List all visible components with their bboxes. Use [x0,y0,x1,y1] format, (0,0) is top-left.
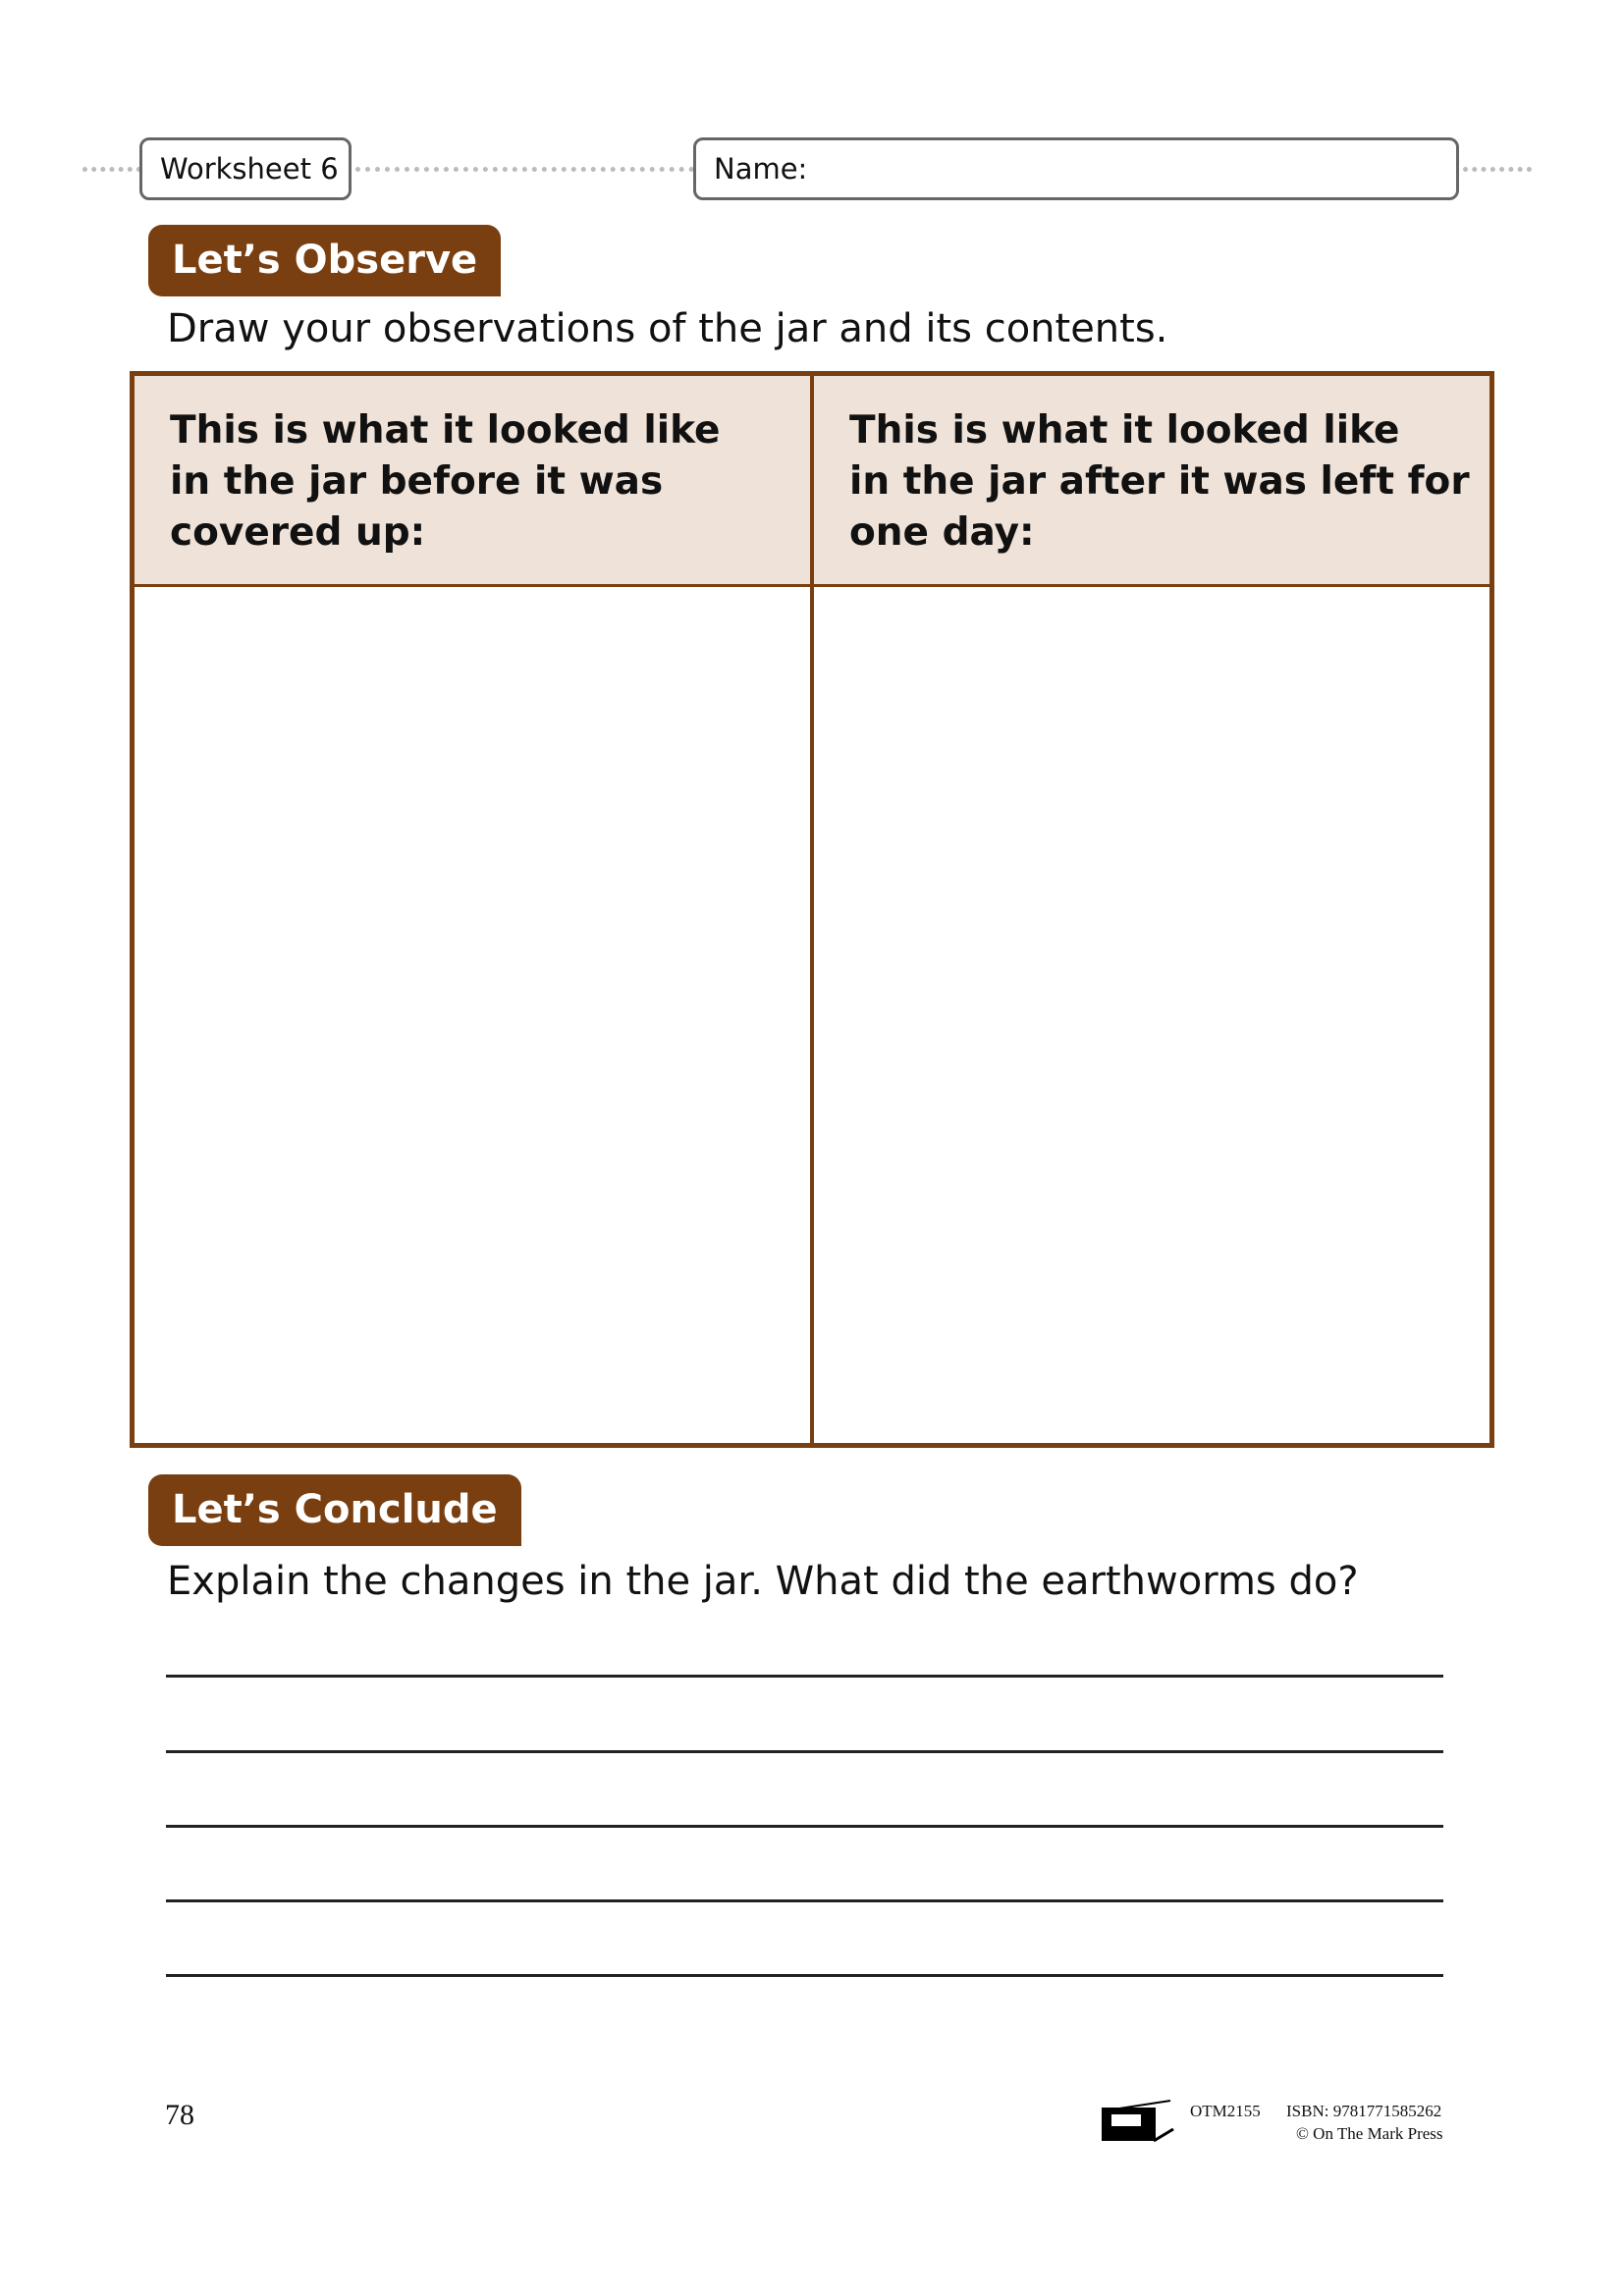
observation-column-before [135,376,810,1443]
section-badge-conclude: Let’s Conclude [148,1474,521,1546]
observe-instruction: Draw your observations of the jar and its contents. [167,306,1168,351]
drawing-area-before[interactable] [135,587,810,1443]
section-badge-observe: Let’s Observe [148,225,501,296]
publisher-logo-icon [1100,2098,1178,2143]
drawing-area-after[interactable] [814,587,1489,1443]
dotted-divider [355,167,694,172]
answer-line[interactable] [166,1825,1443,1828]
observation-column-after [810,376,1489,1443]
answer-line[interactable] [166,1750,1443,1753]
dotted-divider [82,167,141,172]
conclude-question: Explain the changes in the jar. What did the earthworms do? [167,1559,1359,1604]
column-heading: This is what it looked like in the jar before it was covered up: [135,376,810,587]
answer-line[interactable] [166,1974,1443,1977]
observation-table [130,371,1494,1448]
worksheet-label: Worksheet 6 [139,137,352,200]
isbn: ISBN: 9781771585262 [1286,2102,1442,2120]
column-heading: This is what it looked like in the jar after it was left for one day: [814,376,1489,587]
answer-line[interactable] [166,1899,1443,1902]
product-code: OTM2155 [1190,2102,1261,2120]
page-number: 78 [165,2099,194,2131]
dotted-divider [1463,167,1532,172]
copyright: © On The Mark Press [1296,2124,1443,2143]
answer-line[interactable] [166,1675,1443,1678]
name-field[interactable]: Name: [693,137,1459,200]
